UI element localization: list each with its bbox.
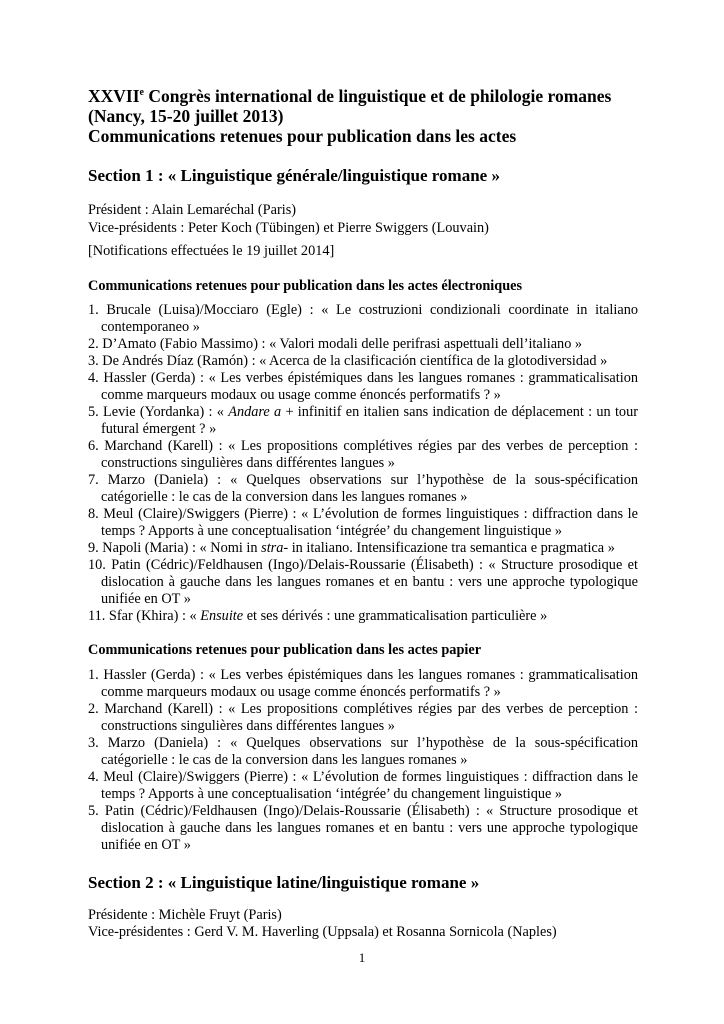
item-text: 11. Sfar (Khira) : « xyxy=(88,608,201,624)
italic-term: Ensuite xyxy=(200,608,244,624)
section-2-heading: Section 2 : « Linguistique latine/linguistique romane » xyxy=(88,872,480,892)
list-item xyxy=(88,370,638,404)
list-item xyxy=(88,735,638,769)
section-2-president: Présidente : Michèle Fruyt (Paris) xyxy=(88,906,282,923)
list-item xyxy=(88,667,638,701)
section-1-heading: Section 1 : « Linguistique générale/linguistique romane » xyxy=(88,166,500,185)
item-text: + infinitif en italien sans indication de déplacement : un tour futural émergent ? » xyxy=(101,404,638,437)
document-title xyxy=(88,86,638,146)
italic-term: Andare a xyxy=(228,404,282,420)
list-item xyxy=(88,803,638,854)
item-text: 10. Patin (Cédric)/Feldhausen (Ingo)/Delais-Roussarie (Élisabeth) : « Structure prosodique et dislocation à gauche dans les langues romanes et en bantu : vers une approche typologique unifiée en OT » xyxy=(88,557,638,607)
list-item xyxy=(88,608,638,625)
section-1-president: Président : Alain Lemaréchal (Paris) xyxy=(88,202,297,218)
title-line-2: (Nancy, 15-20 juillet 2013) xyxy=(88,106,284,126)
item-text: 4. Hassler (Gerda) : « Les verbes épistémiques dans les langues romanes : grammaticalisation comme marqueurs modaux ou usage comme énoncés performatifs ? » xyxy=(88,370,638,403)
item-text: 8. Meul (Claire)/Swiggers (Pierre) : « L’évolution de formes linguistiques : diffraction dans le temps ? Apports à une conceptualisation ‘intégrée’ du changement linguistique » xyxy=(88,506,638,539)
italic-term: stra- xyxy=(261,540,289,556)
section-1-notification: [Notifications effectuées le 19 juillet 2014] xyxy=(88,243,335,259)
item-text: in italiano. Intensificazione tra semantica e pragmatica » xyxy=(288,540,615,556)
title-line-3: Communications retenues pour publication dans les actes xyxy=(88,126,517,146)
item-text: 5. Patin (Cédric)/Feldhausen (Ingo)/Delais-Roussarie (Élisabeth) : « Structure prosodique et dislocation à gauche dans les langues romanes et en bantu : vers une approche typologique unifiée en OT » xyxy=(88,802,638,853)
list-item xyxy=(88,701,638,735)
item-text: 6. Marchand (Karell) : « Les propositions complétives régies par des verbes de perception : constructions singulières dans différentes langues » xyxy=(88,438,638,471)
list-item xyxy=(88,506,638,540)
item-text: 3. Marzo (Daniela) : « Quelques observations sur l’hypothèse de la sous-spécification catégorielle : le cas de la conversion dans les langues romanes » xyxy=(88,734,638,768)
paper-proceedings-list xyxy=(88,667,638,854)
item-text: 5. Levie (Yordanka) : « xyxy=(88,404,229,420)
electronic-proceedings-heading: Communications retenues pour publication dans les actes électroniques xyxy=(88,277,523,294)
page-number: 1 xyxy=(358,950,366,965)
item-text: 1. Brucale (Luisa)/Mocciaro (Egle) : « Le costruzioni condizionali coordinate in italiano contemporaneo » xyxy=(88,302,638,335)
section-1-vice-presidents: Vice-présidents : Peter Koch (Tübingen) et Pierre Swiggers (Louvain) xyxy=(88,219,489,236)
list-item xyxy=(88,302,638,336)
item-text: 7. Marzo (Daniela) : « Quelques observations sur l’hypothèse de la sous-spécification catégorielle : le cas de la conversion dans les langues romanes » xyxy=(88,472,638,505)
list-item xyxy=(88,769,638,803)
list-item xyxy=(88,438,638,472)
list-item xyxy=(88,336,638,353)
list-item xyxy=(88,472,638,506)
electronic-proceedings-list xyxy=(88,302,638,625)
item-text: 3. De Andrés Díaz (Ramón) : « Acerca de la clasificación científica de la glotodiversidad » xyxy=(88,353,608,369)
item-text: 2. Marchand (Karell) : « Les propositions complétives régies par des verbes de perception : constructions singulières dans différentes langues » xyxy=(88,700,638,734)
item-text: 9. Napoli (Maria) : « Nomi in xyxy=(88,540,262,556)
item-text: 1. Hassler (Gerda) : « Les verbes épistémiques dans les langues romanes : grammaticalisation comme marqueurs modaux ou usage comme énoncés performatifs ? » xyxy=(88,666,638,700)
paper-proceedings-heading: Communications retenues pour publication dans les actes papier xyxy=(88,642,482,658)
list-item xyxy=(88,540,638,557)
list-item xyxy=(88,557,638,608)
section-2-vice-presidents: Vice-présidentes : Gerd V. M. Haverling (Uppsala) et Rosanna Sornicola (Naples) xyxy=(88,924,557,940)
item-text: et ses dérivés : une grammaticalisation particulière » xyxy=(243,608,548,624)
list-item xyxy=(88,404,638,438)
title-roman: XXVII xyxy=(88,86,140,106)
title-rest: Congrès international de linguistique et de philologie romanes xyxy=(144,86,612,106)
item-text: 2. D’Amato (Fabio Massimo) : « Valori modali delle perifrasi aspettuali dell’italiano » xyxy=(88,336,583,352)
title-line-1 xyxy=(88,86,638,106)
item-text: 4. Meul (Claire)/Swiggers (Pierre) : « L’évolution de formes linguistiques : diffraction dans le temps ? Apports à une conceptualisation ‘intégrée’ du changement linguistique » xyxy=(88,768,638,802)
title-superscript: e xyxy=(139,87,144,99)
list-item xyxy=(88,353,638,370)
